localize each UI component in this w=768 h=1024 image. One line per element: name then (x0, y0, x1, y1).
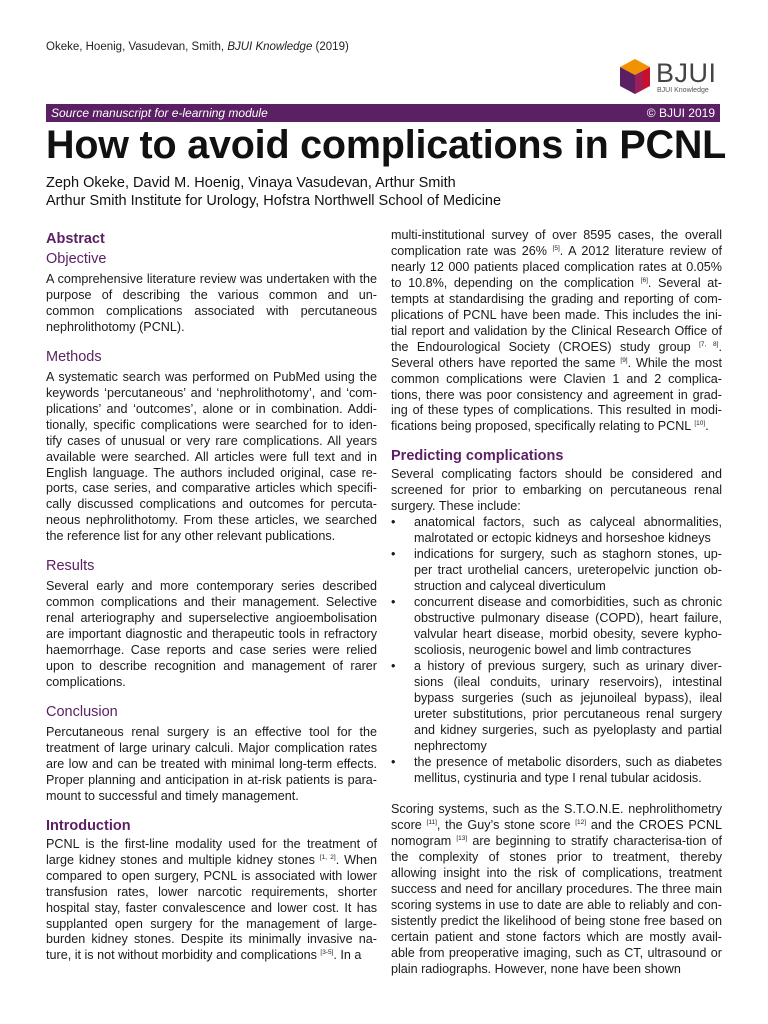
right-column (391, 228, 722, 978)
citation-line (46, 41, 349, 53)
objective-text: A comprehensive literature review was undertaken with the purpose of describing the various common and un-common complications associated with percutaneous nephrolithotomy (PCNL). (46, 272, 377, 334)
results-heading: Results (46, 558, 95, 575)
author-affiliation: Arthur Smith Institute for Urology, Hofstra Northwell School of Medicine (46, 193, 502, 209)
citation-ref[interactable]: [12] (575, 819, 587, 827)
methods-text: A systematic search was performed on PubMed using the keywords ‘percutaneous’ and ‘nephrolithotomy’, and ‘com-plications’ and ‘outcomes’, alone or in combination. Addi-tionally, specific complications were searched for to iden-tify cases of unusual or very rare complications. All years available were searched. All articles were full text and in English language. The authors included original, case re-ports, case series, and comparative articles which specifi-cally discussed complications and outcomes for percuta-neous nephrolithotomy. From these articles, we searched the reference list for any other relevant publications. (46, 369, 377, 544)
author-block (46, 174, 501, 210)
list-item: • concurrent disease and comorbidities, such as chronic obstructive pulmonary disease (COPD), heart failure, valvular heart disease, morbid obesity, severe kypho-scoliosis, neurogenic bowel and limb contractures (391, 595, 722, 657)
predicting-intro: Several complicating factors should be considered and screened for prior to embarking on percutaneous renal surgery. These include: (391, 467, 722, 514)
results-text: Several early and more contemporary series described common complications and their management. Selective renal arteriography and superselective angioembolisation are important diagnostic and therapeutic tools in refractory haemorrhage. Case reports and case series were relied upon to describe recognition and management of rarer complications. (46, 579, 377, 690)
cube-logo-icon (618, 58, 652, 96)
citation-year: (2019) (312, 41, 349, 53)
citation-ref[interactable]: [13] (456, 835, 468, 843)
citation-ref[interactable]: [10] (694, 420, 706, 428)
citation-ref[interactable]: [9] (620, 356, 628, 364)
conclusion-heading: Conclusion (46, 703, 118, 720)
bullet-icon: • (391, 515, 396, 530)
list-item: • a history of previous surgery, such as urinary diver-sions (ileal conduits, urinary reservoirs), intestinal bypass surgeries (such as jejunoileal bypass), ileal ureter substitutions, prior percutaneous renal surgery and kidney surgeries, such as pyeloplasty and partial nephrectomy (391, 658, 722, 753)
citation-authors: Okeke, Hoenig, Vasudevan, Smith, (46, 41, 228, 53)
logo-subtext: BJUI Knowledge (657, 87, 709, 94)
introduction-text: PCNL is the first-line modality used for the treatment of large kidney stones and multiple kidney stones [1, 2]. When compared to open surgery, PCNL is associated with lower transfusion rates, lower narcotic requirements, shorter hospital stay, faster convalescence and lower cost. It has supplanted open surgery for the management of large-burden kidney stones. Despite its minimally invasive na-ture, it is not without morbidity and complications [3-5]. In a (46, 836, 377, 963)
objective-heading: Objective (46, 251, 107, 267)
bullet-icon: • (391, 595, 396, 610)
bullet-icon: • (391, 754, 396, 769)
abstract-heading: Abstract (46, 231, 105, 247)
logo-wordmark: BJUI (656, 58, 717, 88)
citation-ref[interactable]: [5] (552, 244, 560, 252)
bullet-icon: • (391, 658, 396, 673)
introduction-heading: Introduction (46, 817, 131, 834)
banner-copyright: © BJUI 2019 (646, 106, 715, 120)
risk-factor-list (391, 515, 722, 786)
list-item: • the presence of metabolic disorders, such as diabetes mellitus, cystinuria and type I renal tubular acidosis. (391, 754, 722, 785)
predicting-heading: Predicting complications (391, 448, 564, 465)
list-item: • anatomical factors, such as calyceal abnormalities, malrotated or ectopic kidneys and horseshoe kidneys (391, 515, 722, 546)
methods-heading: Methods (46, 348, 102, 365)
citation-ref[interactable]: [3-5] (320, 949, 334, 957)
conclusion-text: Percutaneous renal surgery is an effective tool for the treatment of large urinary calculi. Major complication rates are low and can be treated with minimal long-term effects. Proper planning and anticipation in at-risk patients is para-mount to successful and timely management. (46, 724, 377, 803)
article-title: How to avoid complications in PCNL (46, 123, 727, 167)
intro-continued-text: multi-institutional survey of over 8595 cases, the overall complication rate was 26% [5]. A 2012 literature review of nearly 12 000 patients placed complication rates at 0.05% to 10.8%, depending on the complication [6]. Several at-tempts at standardising the grading and reporting of com-plications of PCNL have been made. This includes the ini-tial report and validation by the Clinical Research Office of the Endourological Society (CROES) study group [7, 8]. Several others have reported the same [9]. While the most common complications were Clavien 1 and 2 complica-tions, there was poor consistency and agreement in grad-ing of these types of complications. This resulted in modi-fications being proposed, specifically relating to PCNL [10]. (391, 228, 722, 434)
banner-label: Source manuscript for e-learning module (51, 106, 268, 120)
bullet-icon: • (391, 547, 396, 562)
citation-ref[interactable]: [11] (426, 819, 437, 827)
left-column (46, 230, 377, 964)
citation-journal: BJUI Knowledge (227, 41, 313, 53)
list-item: • indications for surgery, such as staghorn stones, up-per tract urothelial cancers, ureteropelvic junction ob-struction and calyceal diverticulum (391, 547, 722, 594)
citation-ref[interactable]: [1, 2] (319, 853, 336, 861)
citation-ref[interactable]: [7, 8] (699, 340, 719, 348)
source-banner (46, 104, 720, 122)
citation-ref[interactable]: [6] (640, 276, 648, 284)
bjui-logo (618, 58, 728, 100)
scoring-systems-text: Scoring systems, such as the S.T.O.N.E. nephrolithometry score [11], the Guy’s stone score [12] and the CROES PCNL nomogram [13] are beginning to stratify characterisa-tion of the complexity of stones prior to treatment, thereby allowing insight into the risk of complications, treatment success and need for ancillary procedures. The three main scoring systems in use to date are able to reliably and con-sistently predict the likelihood of being stone free based on certain patient and stone factors which are mostly avail-able from preoperative imaging, such as CT, ultrasound or plain radiographs. However, none have been shown (391, 802, 722, 976)
author-names: Zeph Okeke, David M. Hoenig, Vinaya Vasudevan, Arthur Smith (46, 175, 456, 191)
